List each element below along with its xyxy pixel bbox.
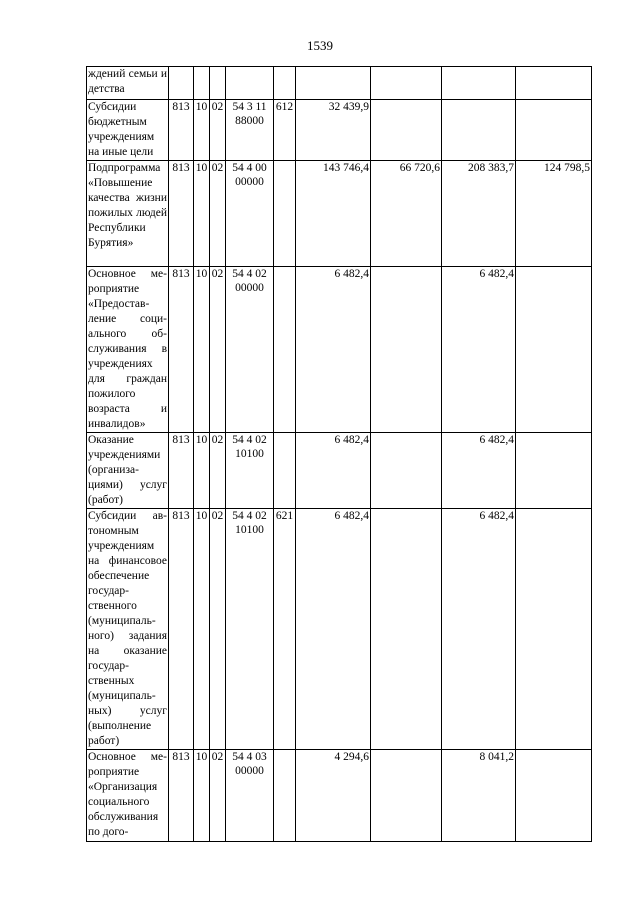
sum-4 <box>516 100 592 161</box>
ministry-code: 813 <box>169 433 194 509</box>
target-article: 54 3 11 88000 <box>226 100 274 161</box>
sum-2 <box>371 509 442 750</box>
expense-type: 621 <box>274 509 296 750</box>
subsection-code: 02 <box>210 750 226 842</box>
target-article <box>226 67 274 100</box>
sum-3 <box>442 67 516 100</box>
expense-type <box>274 750 296 842</box>
sum-1: 6 482,4 <box>296 509 371 750</box>
sum-1: 4 294,6 <box>296 750 371 842</box>
sum-3: 8 041,2 <box>442 750 516 842</box>
section-code <box>194 67 210 100</box>
row-name: Субсидии бюджетным учреждениям на иные цели <box>87 100 169 161</box>
sum-4: 124 798,5 <box>516 161 592 267</box>
sum-1: 32 439,9 <box>296 100 371 161</box>
expense-type <box>274 67 296 100</box>
sum-1: 6 482,4 <box>296 433 371 509</box>
target-article: 54 4 03 00000 <box>226 750 274 842</box>
ministry-code: 813 <box>169 161 194 267</box>
section-code: 10 <box>194 161 210 267</box>
expense-type <box>274 161 296 267</box>
sum-3 <box>442 100 516 161</box>
subsection-code <box>210 67 226 100</box>
row-name: ждений семьи и детства <box>87 67 169 100</box>
table-row <box>87 509 592 750</box>
target-article: 54 4 02 10100 <box>226 509 274 750</box>
sum-4 <box>516 509 592 750</box>
ministry-code: 813 <box>169 267 194 433</box>
expense-type <box>274 267 296 433</box>
subsection-code: 02 <box>210 267 226 433</box>
sum-2 <box>371 100 442 161</box>
row-name: Основное мероприятие «Предоставление социального обслуживания в учреждениях для граждан пожилого возраста и инвалидов» <box>87 267 169 433</box>
row-name: Основное мероприятие «Организация социального обслуживания по дого- <box>87 750 169 842</box>
subsection-code: 02 <box>210 100 226 161</box>
sum-4 <box>516 433 592 509</box>
subsection-code: 02 <box>210 161 226 267</box>
target-article: 54 4 02 10100 <box>226 433 274 509</box>
row-name: Подпрограмма «Повышение качества жизни пожилых людей Республики Бурятия» <box>87 161 169 267</box>
section-code: 10 <box>194 509 210 750</box>
sum-3: 208 383,7 <box>442 161 516 267</box>
expense-type: 612 <box>274 100 296 161</box>
sum-2: 66 720,6 <box>371 161 442 267</box>
budget-table <box>86 66 592 842</box>
row-name: Оказание учреждениями (организациями) услуг (работ) <box>87 433 169 509</box>
row-name: Субсидии автономным учреждениям на финансовое обеспечение государственного (муниципального) задания на оказание государственных (муниципальных) услуг (выполнение работ) <box>87 509 169 750</box>
table-row <box>87 433 592 509</box>
expense-type <box>274 433 296 509</box>
subsection-code: 02 <box>210 433 226 509</box>
target-article: 54 4 02 00000 <box>226 267 274 433</box>
sum-3: 6 482,4 <box>442 433 516 509</box>
section-code: 10 <box>194 750 210 842</box>
sum-1: 143 746,4 <box>296 161 371 267</box>
section-code: 10 <box>194 100 210 161</box>
sum-3: 6 482,4 <box>442 509 516 750</box>
sum-2 <box>371 750 442 842</box>
target-article: 54 4 00 00000 <box>226 161 274 267</box>
sum-2 <box>371 267 442 433</box>
sum-4 <box>516 267 592 433</box>
section-code: 10 <box>194 433 210 509</box>
ministry-code: 813 <box>169 750 194 842</box>
sum-1 <box>296 67 371 100</box>
page-number: 1539 <box>307 38 333 53</box>
sum-4 <box>516 67 592 100</box>
sum-2 <box>371 67 442 100</box>
section-code: 10 <box>194 267 210 433</box>
table-row <box>87 100 592 161</box>
sum-2 <box>371 433 442 509</box>
table-row <box>87 750 592 842</box>
table-row <box>87 67 592 100</box>
ministry-code: 813 <box>169 100 194 161</box>
ministry-code <box>169 67 194 100</box>
sum-4 <box>516 750 592 842</box>
sum-3: 6 482,4 <box>442 267 516 433</box>
subsection-code: 02 <box>210 509 226 750</box>
sum-1: 6 482,4 <box>296 267 371 433</box>
table-row <box>87 161 592 267</box>
table-row <box>87 267 592 433</box>
ministry-code: 813 <box>169 509 194 750</box>
